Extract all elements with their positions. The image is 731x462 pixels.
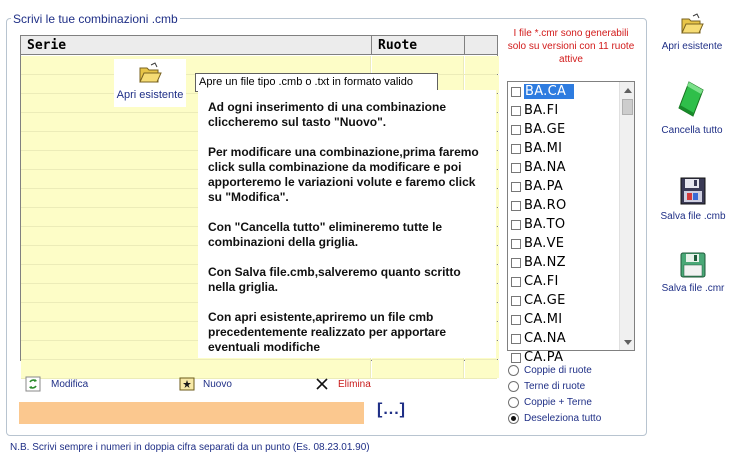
help-paragraph: Ad ogni inserimento di una combinazione cliccheremo sul tasto "Nuovo".	[208, 100, 447, 129]
checkbox[interactable]	[511, 334, 521, 344]
floppy-save-icon	[679, 176, 707, 206]
column-header-serie[interactable]: Serie	[21, 36, 372, 55]
table-cell[interactable]	[372, 56, 464, 74]
list-item-label: BA.MI	[524, 141, 563, 156]
list-item[interactable]	[508, 82, 620, 101]
clear-all-button[interactable]	[656, 80, 728, 136]
ellipsis-button[interactable]: [...]	[377, 401, 406, 418]
list-item-label: BA.TO	[524, 217, 566, 232]
combination-input-bar[interactable]	[19, 402, 364, 424]
scroll-up-button[interactable]	[620, 82, 635, 98]
table-cell[interactable]	[372, 360, 464, 378]
table-cell[interactable]	[465, 56, 499, 74]
open-existing-label: Apri esistente	[661, 41, 723, 52]
floppy-save-icon	[680, 252, 706, 278]
delete-button[interactable]	[316, 376, 371, 392]
help-text-panel	[198, 90, 496, 358]
checkbox[interactable]	[511, 125, 521, 135]
list-item-label: BA.NA	[524, 160, 566, 175]
checkbox[interactable]	[511, 201, 521, 211]
checkbox[interactable]	[511, 106, 521, 116]
chevron-up-icon	[624, 88, 632, 93]
list-item[interactable]	[508, 120, 620, 139]
footer-note: N.B. Scrivi sempre i numeri in doppia cifra separati da un punto (Es. 08.23.01.90)	[10, 442, 370, 453]
help-paragraph: Con Salva file.cmb,salveremo quanto scritto nella griglia.	[208, 265, 461, 294]
modify-label: Modifica	[51, 378, 89, 390]
checkbox[interactable]	[511, 87, 521, 97]
close-icon	[316, 378, 328, 390]
list-item[interactable]	[508, 215, 620, 234]
checkbox[interactable]	[511, 239, 521, 249]
list-item-label: BA.RO	[524, 198, 567, 213]
grid-header	[21, 36, 497, 55]
help-paragraph: Con "Cancella tutto" elimineremo tutte le combinazioni della griglia.	[208, 220, 443, 249]
list-item[interactable]	[508, 272, 620, 291]
radio-label: Terne di ruote	[524, 381, 586, 392]
radio-button[interactable]	[508, 381, 519, 392]
checkbox[interactable]	[511, 315, 521, 325]
scroll-down-button[interactable]	[620, 334, 635, 350]
list-item[interactable]	[508, 139, 620, 158]
column-header-extra[interactable]	[465, 36, 499, 55]
radio-label: Deseleziona tutto	[524, 413, 602, 424]
table-cell[interactable]	[465, 360, 499, 378]
list-item[interactable]	[508, 329, 620, 348]
list-item-label: CA.NA	[524, 331, 566, 346]
eraser-icon	[677, 80, 707, 120]
list-item-label: BA.GE	[524, 122, 566, 137]
list-item[interactable]	[508, 101, 620, 120]
save-cmb-button[interactable]	[656, 176, 730, 222]
open-existing-button[interactable]	[656, 14, 728, 52]
groupbox-title: Scrivi le tue combinazioni .cmb	[13, 12, 178, 26]
save-cmr-label: Salva file .cmr	[661, 283, 725, 294]
list-item-label: CA.MI	[524, 312, 563, 327]
ruote-list-scrollbar[interactable]	[619, 82, 634, 350]
new-button[interactable]	[179, 376, 232, 392]
radio-deseleziona-tutto[interactable]	[508, 411, 601, 426]
table-row[interactable]	[21, 360, 497, 379]
open-folder-icon	[138, 63, 162, 85]
open-folder-icon	[680, 14, 704, 36]
radio-button[interactable]	[508, 397, 519, 408]
inline-open-existing-button[interactable]	[114, 59, 186, 107]
list-item[interactable]	[508, 196, 620, 215]
radio-button[interactable]	[508, 365, 519, 376]
list-item[interactable]	[508, 291, 620, 310]
checkbox[interactable]	[511, 296, 521, 306]
save-cmr-button[interactable]	[656, 252, 730, 294]
list-item-label: CA.FI	[524, 274, 559, 289]
open-existing-tooltip: Apre un file tipo .cmb o .txt in formato valido	[195, 73, 438, 92]
help-paragraph: Per modificare una combinazione,prima faremo click sulla combinazione da modificare e poi apporteremo le variazioni volute e faremo click su "Modifica".	[208, 145, 479, 204]
list-item-label: BA.FI	[524, 103, 559, 118]
new-star-icon	[179, 377, 195, 391]
checkbox[interactable]	[511, 163, 521, 173]
modify-button[interactable]	[25, 376, 88, 392]
new-label: Nuovo	[203, 378, 232, 390]
list-item[interactable]	[508, 234, 620, 253]
list-item[interactable]	[508, 310, 620, 329]
list-item-label: CA.GE	[524, 293, 566, 308]
list-item-label: BA.VE	[524, 236, 565, 251]
help-paragraph: Con apri esistente,apriremo un file cmb precedentemente realizzato per apportare eventuali modifiche	[208, 310, 447, 354]
radio-terne-di-ruote[interactable]	[508, 379, 601, 394]
radio-button[interactable]	[508, 413, 519, 424]
checkbox[interactable]	[511, 182, 521, 192]
refresh-icon	[25, 376, 41, 392]
clear-all-label: Cancella tutto	[661, 125, 723, 136]
chevron-down-icon	[624, 340, 632, 345]
save-cmb-label: Salva file .cmb	[660, 211, 726, 222]
list-item[interactable]	[508, 158, 620, 177]
combination-type-radios	[508, 363, 601, 427]
list-item-label: BA.NZ	[524, 255, 566, 270]
checkbox[interactable]	[511, 258, 521, 268]
list-item-label: BA.PA	[524, 179, 564, 194]
checkbox[interactable]	[511, 277, 521, 287]
radio-label: Coppie di ruote	[524, 365, 592, 376]
list-item-label: CA.PA	[524, 350, 564, 365]
radio-label: Coppie + Terne	[524, 397, 592, 408]
list-item[interactable]	[508, 177, 620, 196]
scroll-thumb[interactable]	[622, 99, 633, 115]
column-header-ruote[interactable]: Ruote	[372, 36, 465, 55]
checkbox[interactable]	[511, 220, 521, 230]
radio-coppie-di-ruote[interactable]	[508, 363, 601, 378]
checkbox[interactable]	[511, 353, 521, 363]
delete-label: Elimina	[338, 378, 371, 390]
radio-coppie-terne[interactable]	[508, 395, 601, 410]
list-item[interactable]	[508, 253, 620, 272]
cmr-availability-note: I file *.cmr sono generabili solo su versioni con 11 ruote attive	[507, 28, 635, 65]
list-item-label: BA.CA	[524, 84, 574, 99]
ruote-list-items	[508, 82, 620, 367]
inline-open-existing-label: Apri esistente	[116, 89, 184, 101]
checkbox[interactable]	[511, 144, 521, 154]
ruote-checklist[interactable]	[507, 81, 635, 365]
table-cell[interactable]	[21, 56, 371, 74]
